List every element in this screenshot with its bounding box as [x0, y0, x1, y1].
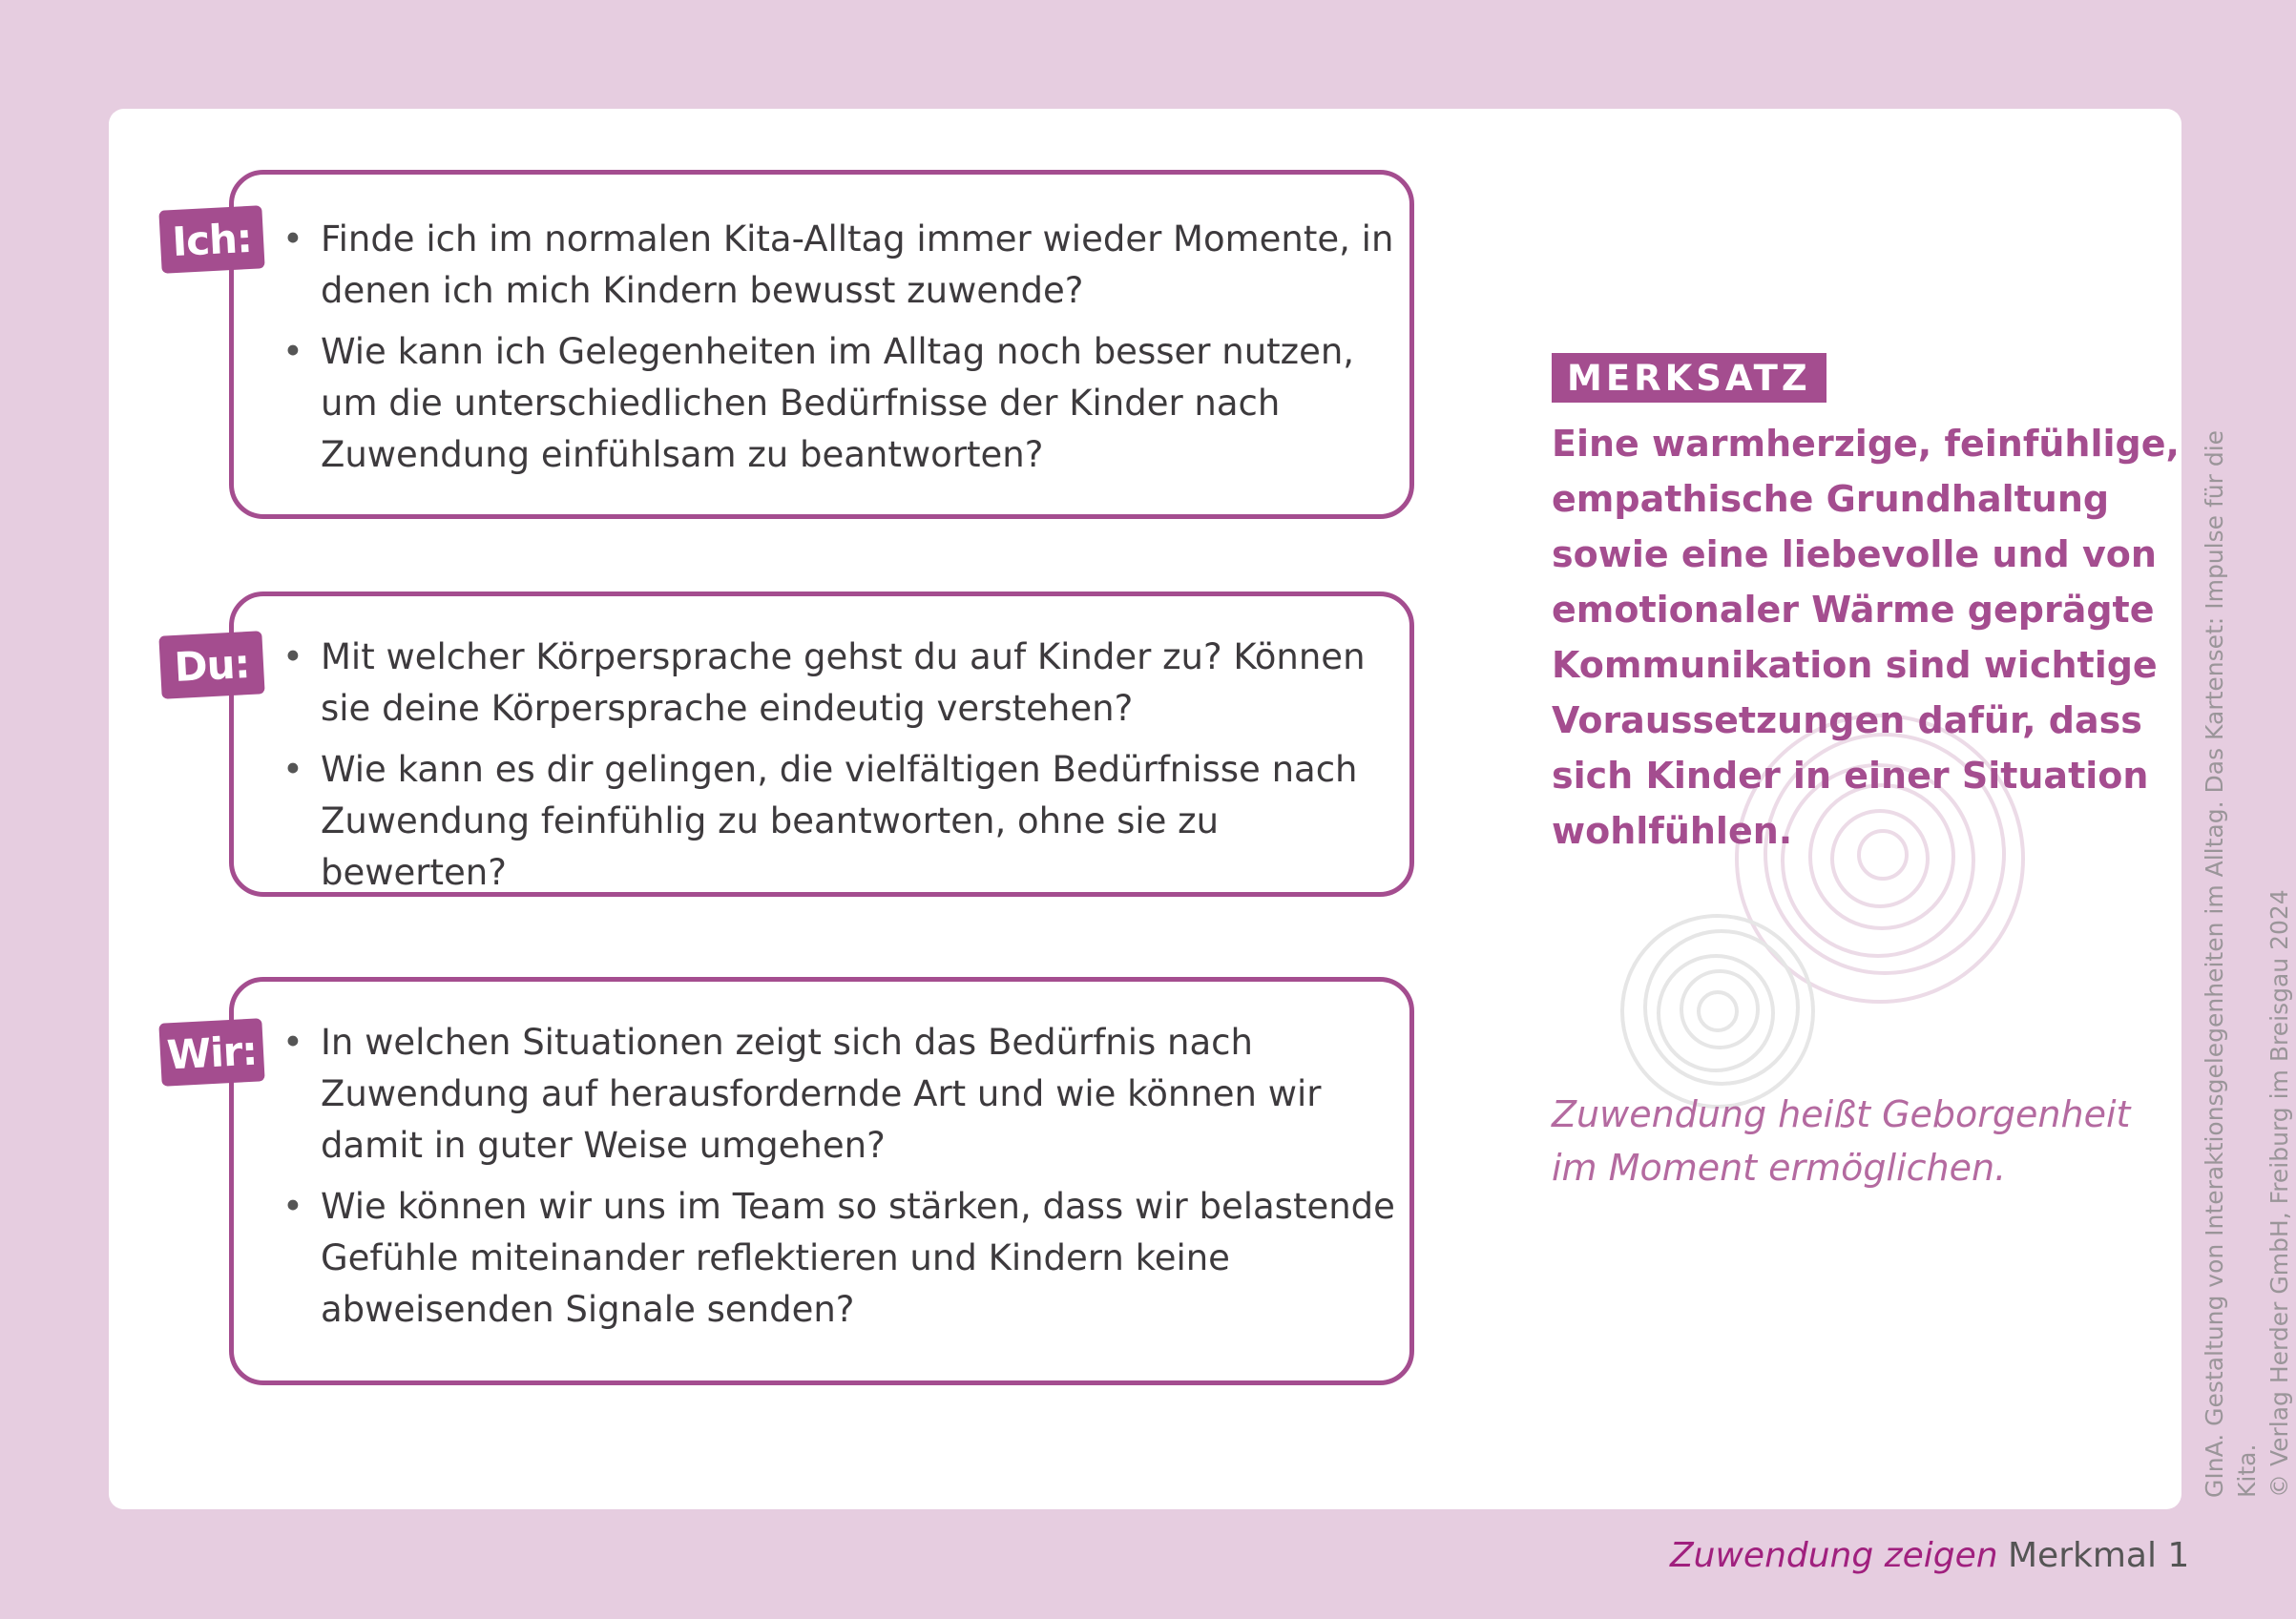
- copyright-note: [2199, 420, 2296, 1498]
- merksatz-label: MERKSATZ: [1552, 353, 1826, 403]
- footer-topic: Zuwendung zeigen: [1670, 1536, 1998, 1575]
- bullet-icon: •: [282, 331, 303, 372]
- du-question-2: • Wie kann es dir gelingen, die vielfältigen Bedürfnisse nach Zuwendung feinfühlig zu beantworten, ohne sie zu bewerten?: [321, 744, 1409, 899]
- ich-tag: Ich:: [158, 205, 264, 274]
- quote-text: Zuwendung heißt Geborgenheit im Moment ermöglichen.: [1552, 1093, 2131, 1189]
- wir-question-1: • In welchen Situationen zeigt sich das Bedürfnis nach Zuwendung auf herausfordernde Art und wie können wir damit in guter Weise umgehen?: [321, 1017, 1409, 1172]
- merksatz-text: Eine warmherzige, feinfühlige, empathische Grundhaltung sowie eine liebevolle und von emotionaler Wärme geprägte Kommunikation sind wichtige Voraussetzungen dafür, dass sich Kinder in einer Situation wohlfühlen.: [1552, 423, 2180, 852]
- copyright-line-2: © Verlag Herder GmbH, Freiburg im Breisgau 2024: [2265, 889, 2293, 1498]
- bullet-icon: •: [282, 1186, 303, 1227]
- ich-question-1: • Finde ich im normalen Kita-Alltag immer wieder Momente, in denen ich mich Kindern bewusst zuwende?: [321, 214, 1409, 317]
- wir-question-2: • Wie können wir uns im Team so stärken, dass wir belastende Gefühle miteinander reflektieren und Kindern keine abweisenden Signale senden?: [321, 1181, 1409, 1336]
- wir-tag: Wir:: [158, 1018, 264, 1087]
- du-question-1: • Mit welcher Körpersprache gehst du auf Kinder zu? Können sie deine Körpersprache eindeutig verstehen?: [321, 632, 1409, 735]
- footer-mark: Merkmal 1: [2008, 1536, 2190, 1575]
- bullet-icon: •: [282, 636, 303, 677]
- ich-question-2: • Wie kann ich Gelegenheiten im Alltag noch besser nutzen, um die unterschiedlichen Bedürfnisse der Kinder nach Zuwendung einfühlsam zu beantworten?: [321, 326, 1409, 481]
- bullet-icon: •: [282, 1022, 303, 1063]
- bullet-icon: •: [282, 749, 303, 790]
- bullet-icon: •: [282, 218, 303, 259]
- copyright-line-1: GInA. Gestaltung von Interaktionsgelegenheiten im Alltag. Das Kartenset: Impulse für die Kita.: [2201, 429, 2261, 1498]
- du-tag: Du:: [158, 631, 264, 699]
